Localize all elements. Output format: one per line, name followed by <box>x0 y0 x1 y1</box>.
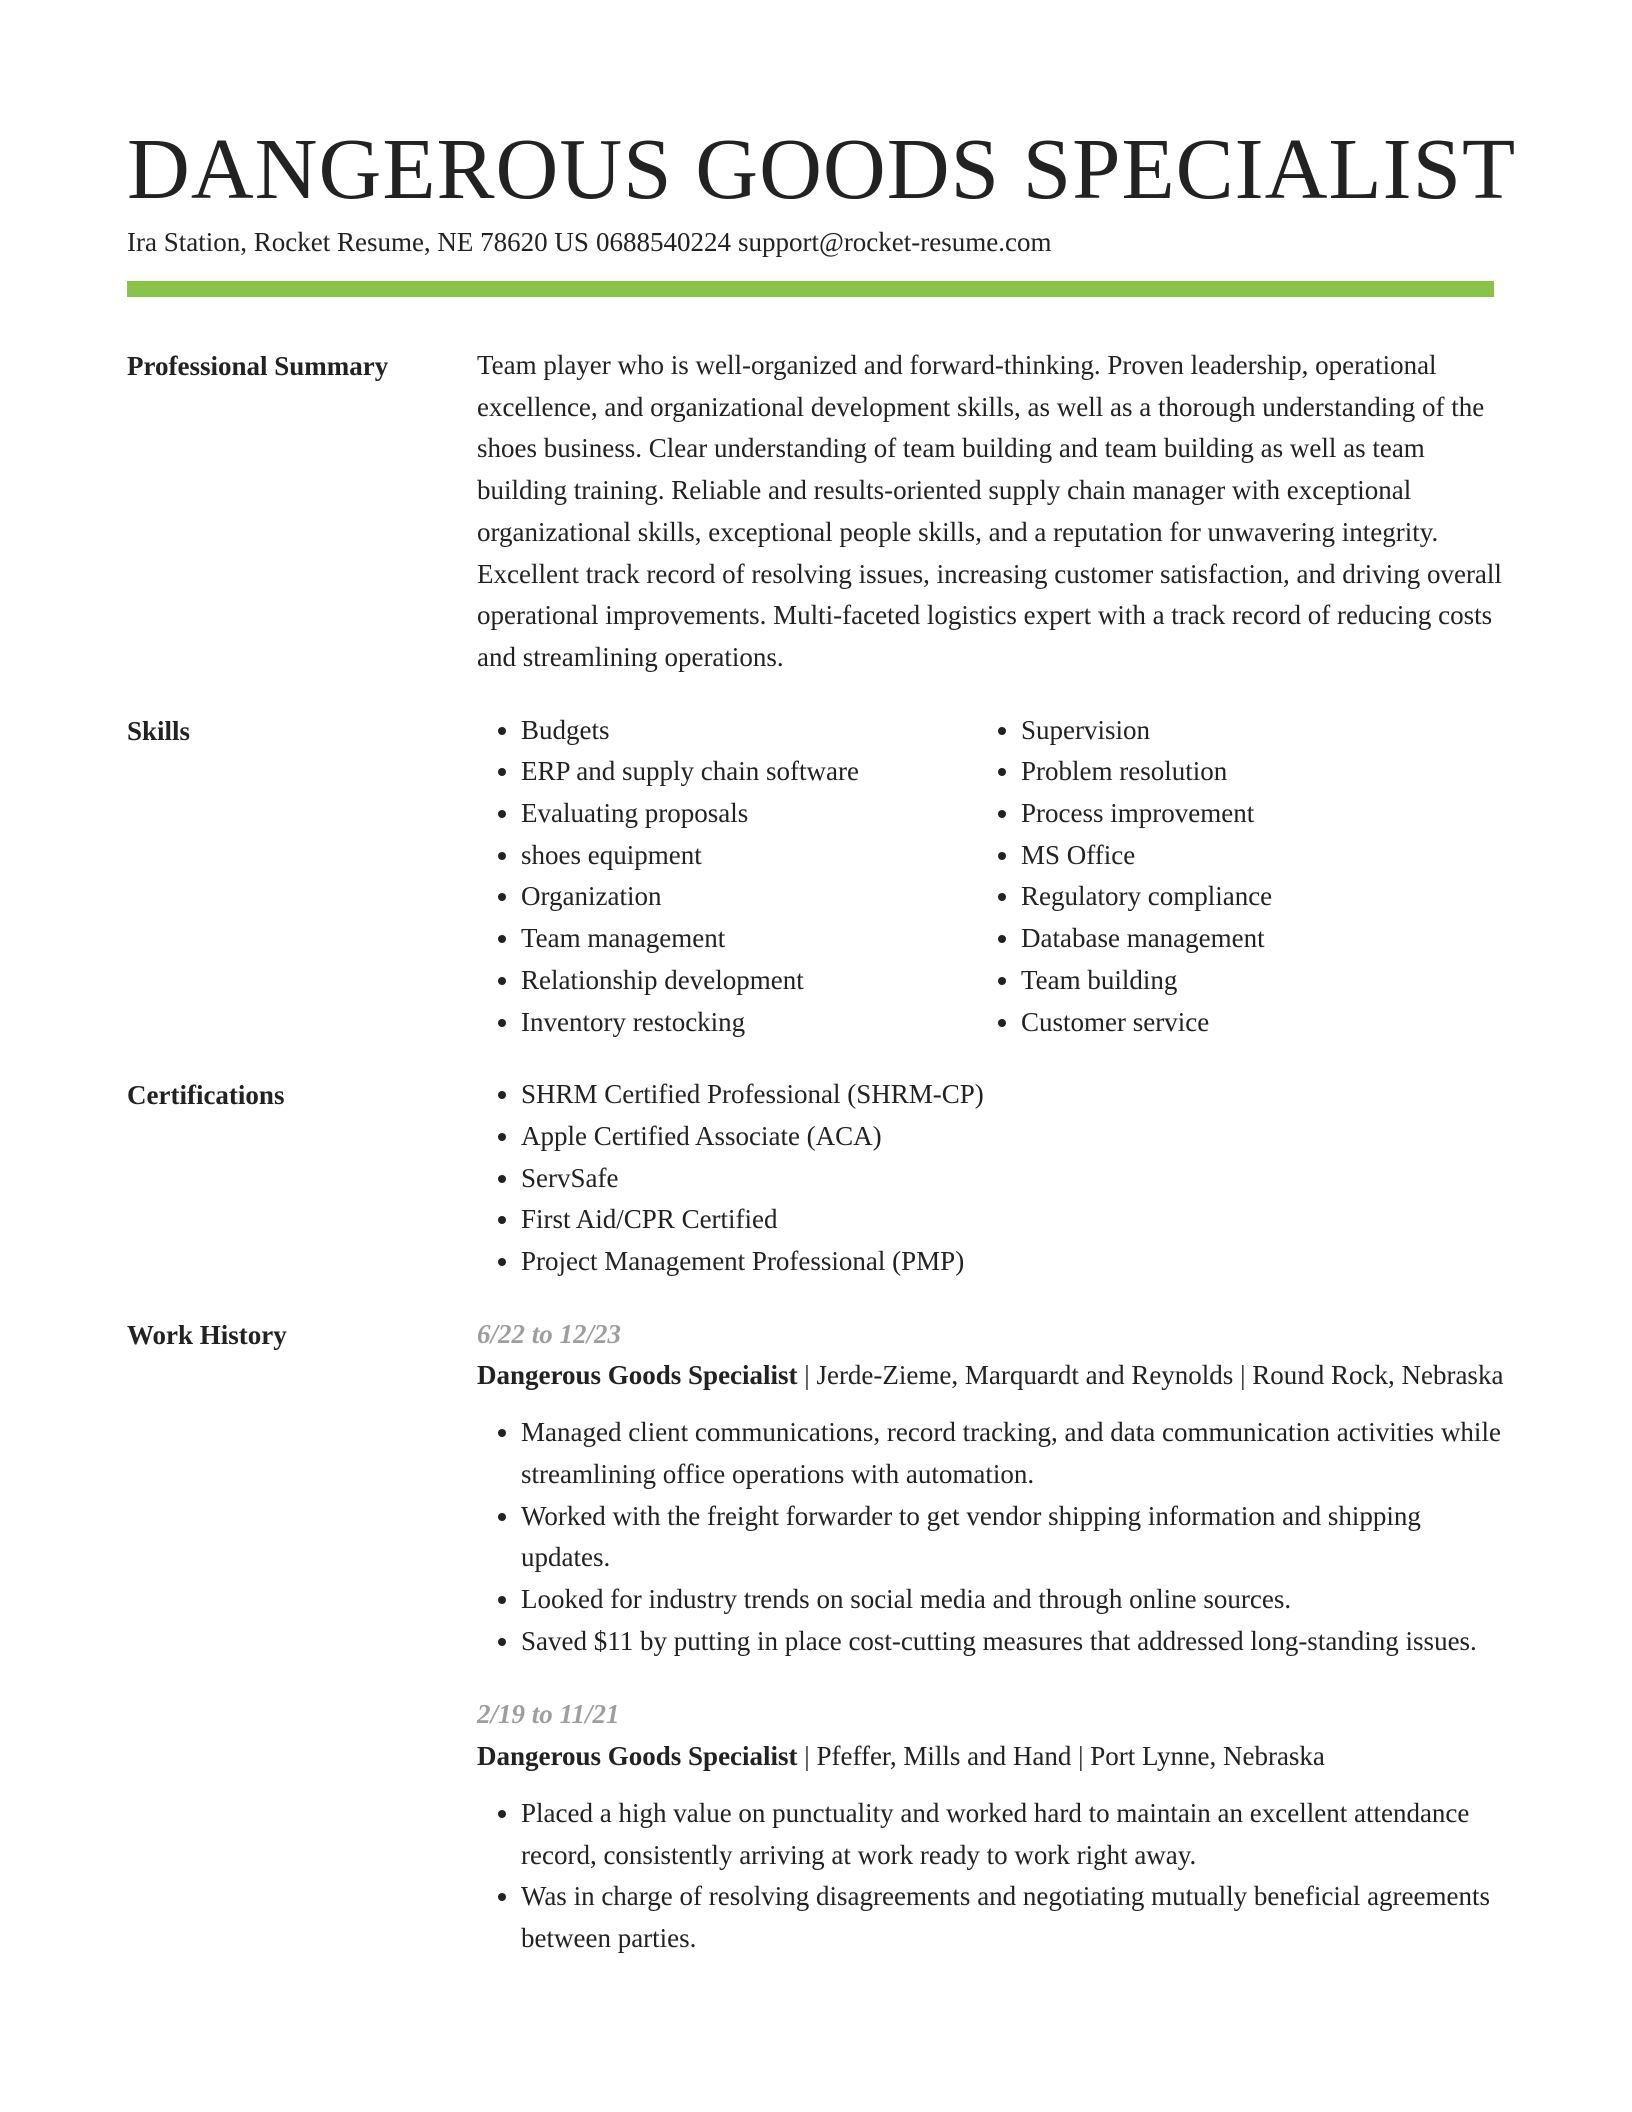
section-label-certifications: Certifications <box>127 1080 285 1111</box>
skill-item: • Customer service <box>1021 1002 1521 1044</box>
contact-line <box>127 224 1506 260</box>
job-bullet: • Saved $11 by putting in place cost-cutting measures that addressed long-standing issues. <box>521 1621 1506 1663</box>
skill-item: • ERP and supply chain software <box>521 751 977 793</box>
skill-item: • Supervision <box>1021 710 1521 752</box>
summary-section <box>127 345 1506 679</box>
job-details: | Jerde-Zieme, Marquardt and Reynolds | Round Rock, Nebraska <box>797 1360 1504 1391</box>
skill-item: • MS Office <box>1021 835 1521 877</box>
certification-item: • Project Management Professional (PMP) <box>521 1241 1506 1283</box>
skills-list-right <box>977 710 1521 1044</box>
certification-item: • ServSafe <box>521 1158 1506 1200</box>
skill-item: • Evaluating proposals <box>521 793 977 835</box>
job-bullets <box>477 1793 1506 1960</box>
work-history-content <box>477 1314 1506 1960</box>
section-label-work-history: Work History <box>127 1319 287 1350</box>
job-entry <box>477 1314 1506 1663</box>
skill-item: • Inventory restocking <box>521 1002 977 1044</box>
job-title: Dangerous Goods Specialist <box>477 1360 798 1391</box>
job-header <box>477 1355 1506 1397</box>
summary-text: Team player who is well-organized and forward-thinking. Proven leadership, operational excellence, and organizational development skills, as well as a thorough understanding of the shoes business. Clear understanding of team building and team building as well as team building training. Reliable and results-oriented supply chain manager with exceptional organizational skills, exceptional people skills, and a reputation for unwavering integrity. Excellent track record of resolving issues, increasing customer satisfaction, and driving overall operational improvements. Multi-faceted logistics expert with a track record of reducing costs and streamlining operations. <box>477 350 1502 672</box>
job-bullet: • Managed client communications, record tracking, and data communication activities while streamlining office operations with automation. <box>521 1412 1506 1495</box>
certifications-list <box>477 1074 1506 1283</box>
skills-section <box>127 710 1506 1044</box>
certifications-content <box>477 1074 1506 1283</box>
job-bullet: • Worked with the freight forwarder to get vendor shipping information and shipping updates. <box>521 1496 1506 1579</box>
job-title: Dangerous Goods Specialist <box>477 1741 798 1772</box>
skill-item: • Process improvement <box>1021 793 1521 835</box>
skill-item: • Database management <box>1021 918 1521 960</box>
certification-item: • Apple Certified Associate (ACA) <box>521 1116 1506 1158</box>
skill-item: • Relationship development <box>521 960 977 1002</box>
job-bullets <box>477 1412 1506 1662</box>
work-history-section <box>127 1314 1506 1960</box>
job-bullet: • Was in charge of resolving disagreements and negotiating mutually beneficial agreements between parties. <box>521 1876 1506 1959</box>
job-dates: 2/19 to 11/21 <box>477 1699 620 1730</box>
job-bullet: • Placed a high value on punctuality and worked hard to maintain an excellent attendance record, consistently arriving at work ready to work right away. <box>521 1793 1506 1876</box>
skill-item: • shoes equipment <box>521 835 977 877</box>
section-label-summary: Professional Summary <box>127 351 389 381</box>
certifications-section <box>127 1074 1506 1283</box>
job-entry <box>477 1694 1506 1959</box>
skill-item: • Problem resolution <box>1021 751 1521 793</box>
email: support@rocket-resume.com <box>737 227 1052 257</box>
certification-item: • SHRM Certified Professional (SHRM-CP) <box>521 1074 1506 1116</box>
job-dates: 6/22 to 12/23 <box>477 1318 622 1349</box>
section-label-skills: Skills <box>127 715 191 746</box>
skills-list-left <box>477 710 977 1044</box>
phone: 0688540224 <box>595 227 731 257</box>
skill-item: • Team management <box>521 918 977 960</box>
address: Ira Station, Rocket Resume, NE 78620 US <box>127 227 589 257</box>
certification-item: • First Aid/CPR Certified <box>521 1199 1506 1241</box>
job-header <box>477 1736 1506 1778</box>
skill-item: • Team building <box>1021 960 1521 1002</box>
job-details: | Pfeffer, Mills and Hand | Port Lynne, Nebraska <box>797 1741 1325 1772</box>
job-bullet: • Looked for industry trends on social media and through online sources. <box>521 1579 1506 1621</box>
skill-item: • Budgets <box>521 710 977 752</box>
skill-item: • Regulatory compliance <box>1021 876 1521 918</box>
accent-divider <box>127 281 1494 297</box>
skill-item: • Organization <box>521 876 977 918</box>
skills-columns <box>477 710 1521 1044</box>
resume-title: DANGEROUS GOODS SPECIALIST <box>127 120 1517 217</box>
